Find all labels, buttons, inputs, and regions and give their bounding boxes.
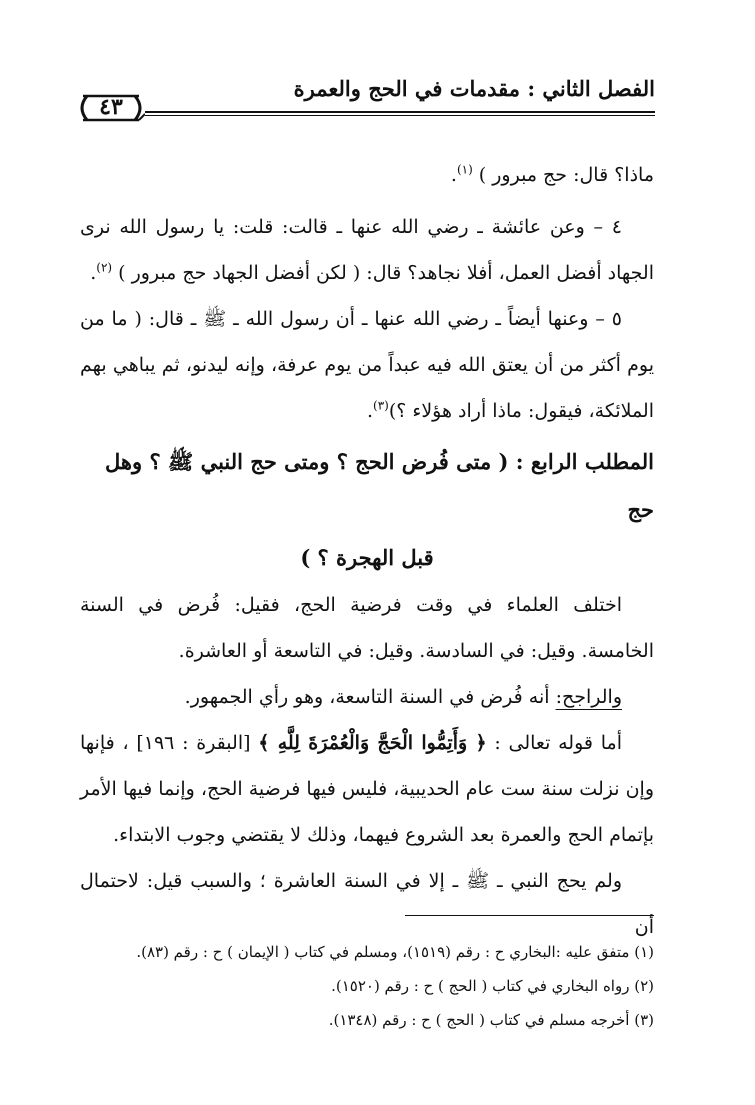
preferred-label: والراجح: xyxy=(555,686,622,708)
main-text xyxy=(80,152,654,950)
paragraph-3 xyxy=(80,296,654,434)
paragraph-6-text: [البقرة : ١٩٦] ، فإنها وإن نزلت سنة ست عام الحديبية، فليس فيها فرضية الحج، وإنما فيها الأمر بإتمام الحج والعمرة بعد الشروع فيهما، وذلك لا يقتضي وجوب الابتداء. xyxy=(80,732,654,846)
quran-brace-open: ﴿ xyxy=(475,732,487,754)
page-number: ٤٣ xyxy=(99,94,123,120)
paragraph-1-end: . xyxy=(450,164,457,186)
paragraph-5 xyxy=(80,674,654,720)
footnote-separator xyxy=(405,915,654,916)
paragraph-4: اختلف العلماء في وقت فرضية الحج، فقيل: فُرض في السنة الخامسة. وقيل: في السادسة. وقيل: في التاسعة أو العاشرة. xyxy=(80,594,654,662)
paragraph-2-end: . xyxy=(90,262,97,284)
page-number-badge xyxy=(77,92,145,124)
section-heading-line-2: قبل الهجرة ؟ ) xyxy=(300,545,434,570)
paragraph-1-text: ماذا؟ قال: حج مبرور ) xyxy=(472,164,654,186)
paragraph-6-start: أما قوله تعالى : xyxy=(486,732,622,754)
footnotes xyxy=(80,935,654,1037)
footnote-ref-2[interactable]: (٢) xyxy=(96,260,113,275)
footnote-1: (١) متفق عليه :البخاري ح : رقم (١٥١٩)، ومسلم في كتاب ( الإيمان ) ح : رقم (٨٣). xyxy=(136,943,654,961)
footnote-ref-1[interactable]: (١) xyxy=(456,162,473,177)
paragraph-7: ولم يحج النبي ـ ﷺ ـ إلا في السنة العاشرة ؛ والسبب قيل: لاحتمال أن xyxy=(80,870,654,938)
paragraph-5-text: أنه فُرض في السنة التاسعة، وهو رأي الجمهور. xyxy=(184,686,556,708)
paragraph-6 xyxy=(80,720,654,858)
quran-verse: وَأَتِمُّوا الْحَجَّ وَالْعُمْرَةَ لِلَّهِ xyxy=(269,732,476,754)
paragraph-3-text: ٥ – وعنها أيضاً ـ رضي الله عنها ـ أن رسول الله ـ ﷺ ـ قال: ( ما من يوم أكثر من أن يعتق الله فيه عبداً من يوم عرفة، وإنه ليدنو، ثم يباهي بهم الملائكة، فيقول: ماذا أراد هؤلاء ؟) xyxy=(80,308,654,422)
footnote-3: (٣) أخرجه مسلم في كتاب ( الحج ) ح : رقم (١٣٤٨). xyxy=(328,1011,654,1029)
quran-brace-close: ﴾ xyxy=(258,732,270,754)
footnote-2: (٢) رواه البخاري في كتاب ( الحج ) ح : رقم (١٥٢٠). xyxy=(331,977,654,995)
chapter-title: الفصل الثاني : مقدمات في الحج والعمرة xyxy=(293,76,655,101)
paragraph-2-text: ٤ – وعن عائشة ـ رضي الله عنها ـ قالت: قلت: يا رسول الله نرى الجهاد أفضل العمل، أفلا نجاهد؟ قال: ( لكن أفضل الجهاد حج مبرور ) xyxy=(80,216,654,284)
paragraph-2 xyxy=(80,204,654,296)
page-header xyxy=(75,70,655,126)
section-heading: المطلب الرابع : ( متى فُرض الحج ؟ ومتى حج النبي ﷺ ؟ وهل حج xyxy=(105,449,654,522)
paragraph-3-end: . xyxy=(366,400,374,422)
footnote-ref-3[interactable]: (٣) xyxy=(373,398,389,413)
paragraph-1 xyxy=(80,152,654,198)
header-rule xyxy=(145,111,655,116)
